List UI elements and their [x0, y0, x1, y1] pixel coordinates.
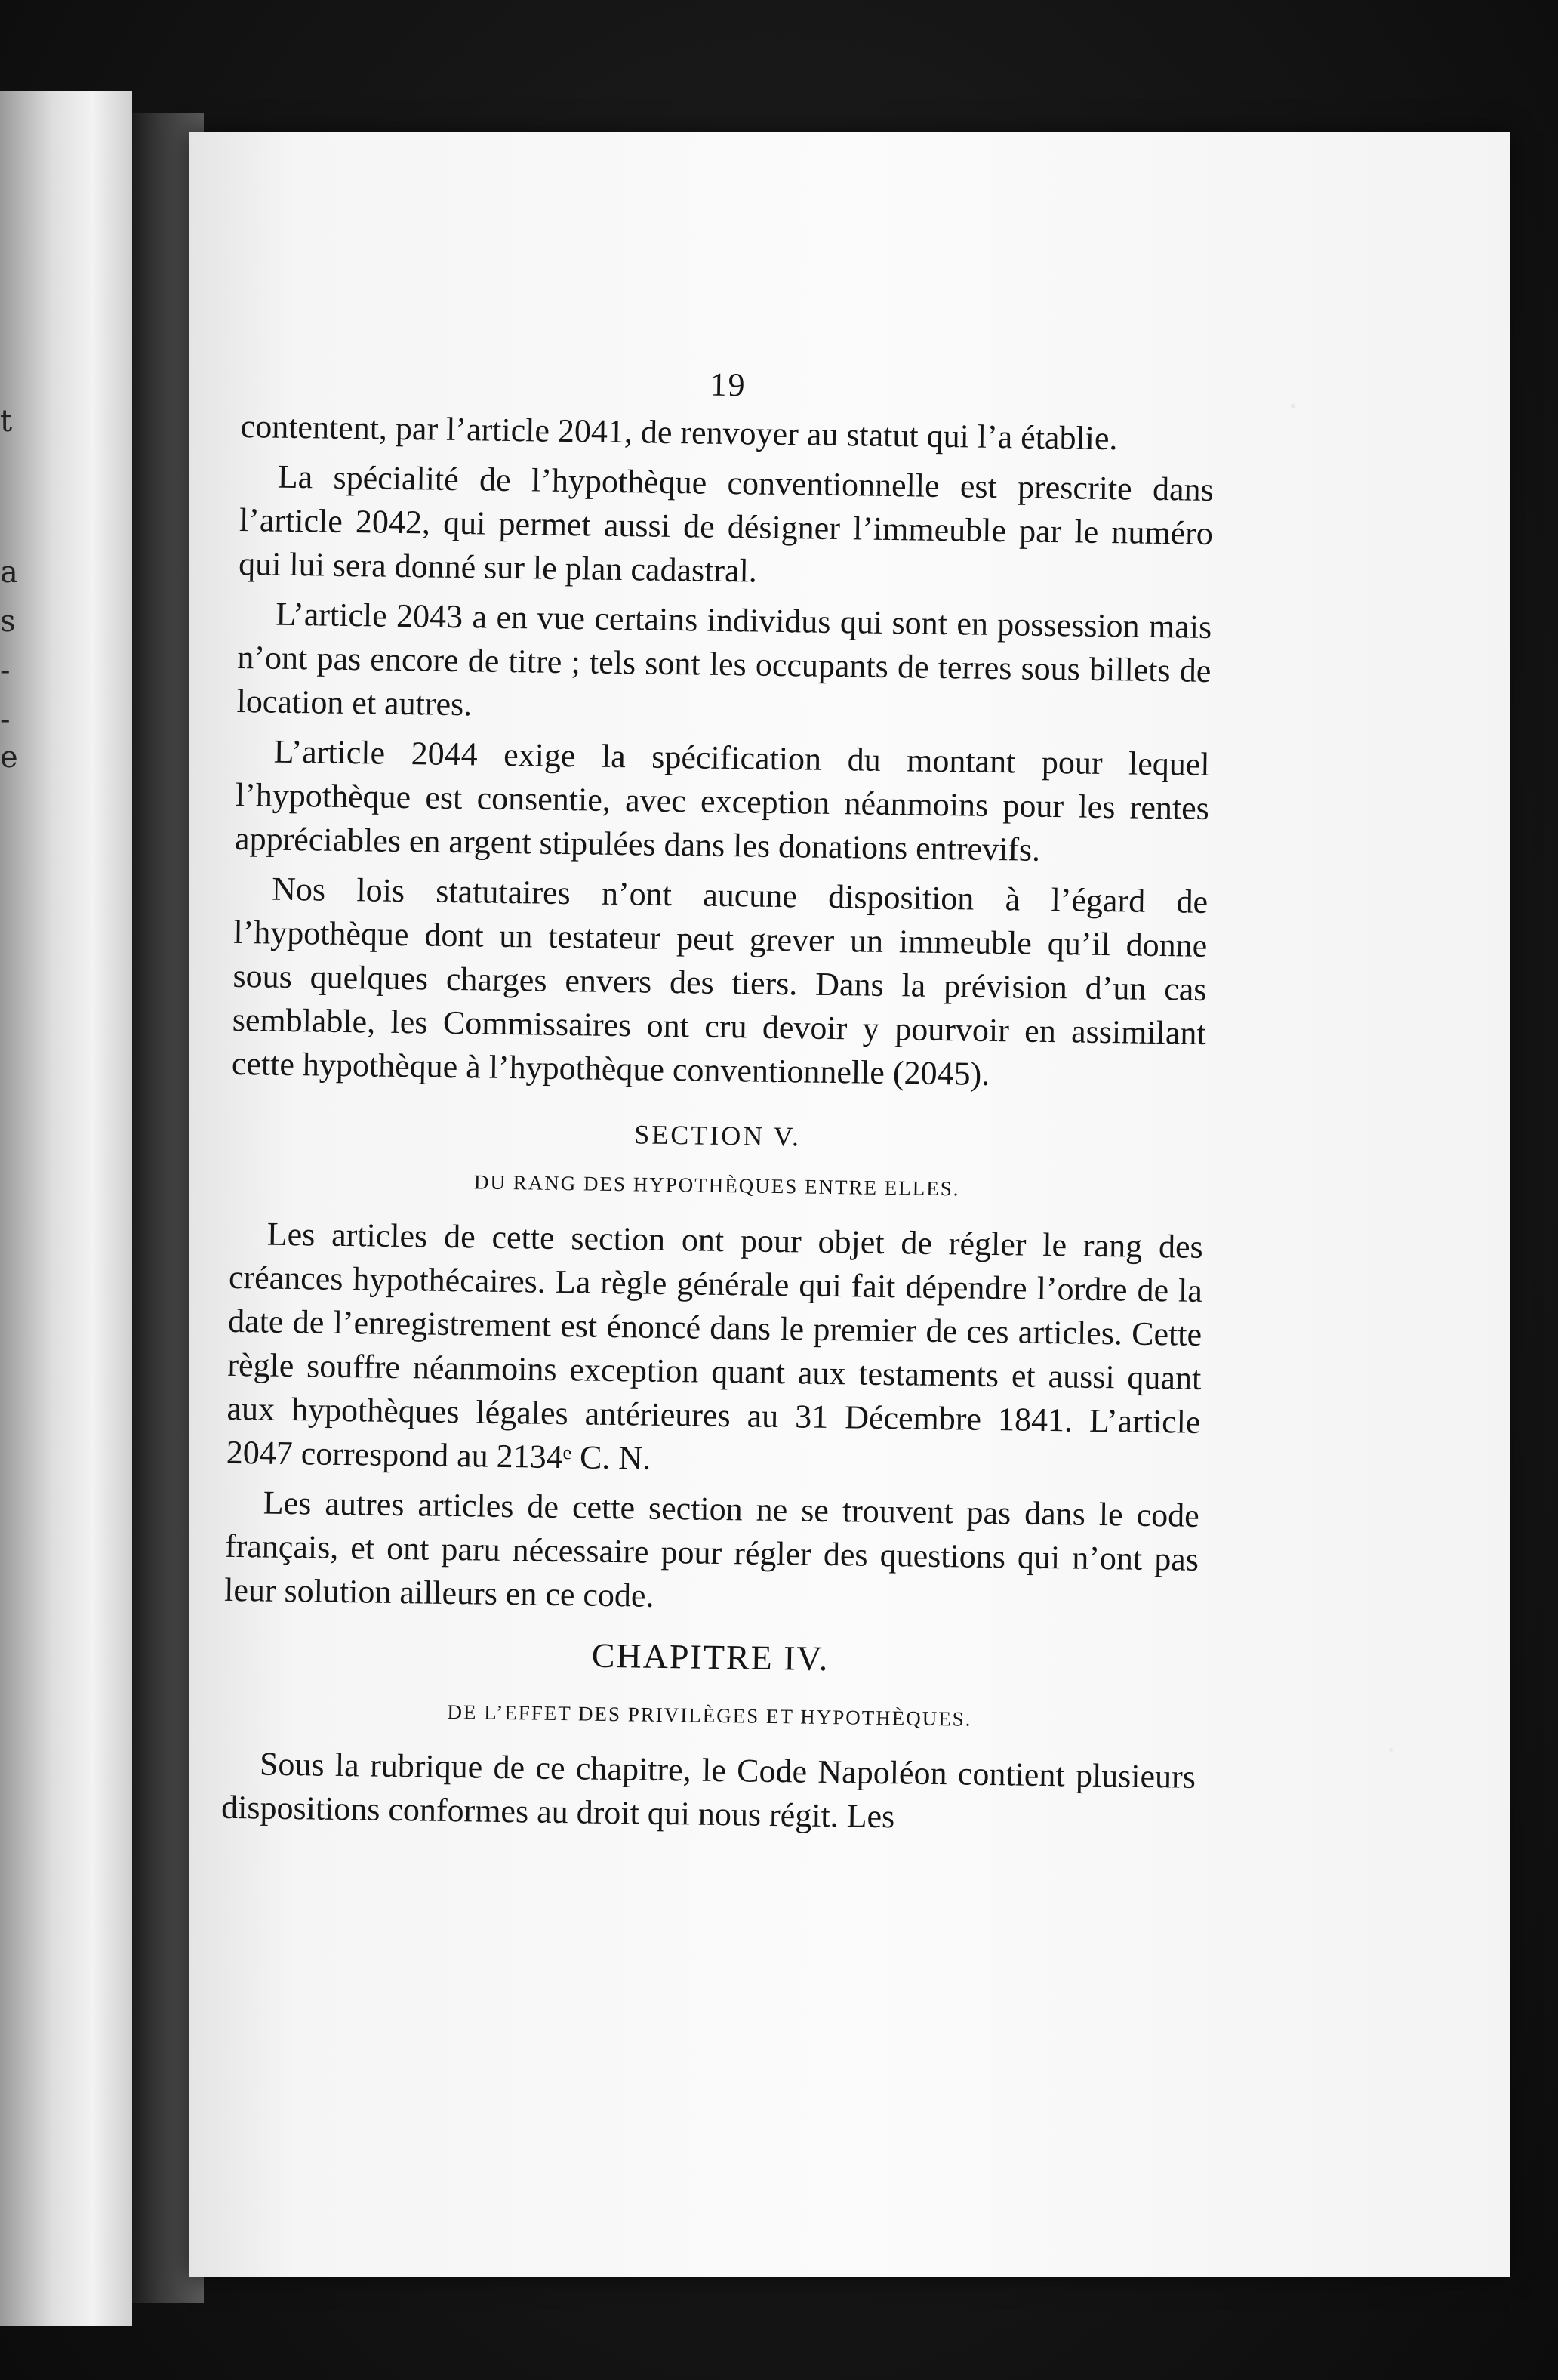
left-page-fragment: - [0, 702, 11, 737]
left-page-fragment: - [0, 653, 11, 688]
page-text-block [221, 359, 1215, 1849]
left-page-fragment: a [0, 555, 18, 590]
paragraph: L’article 2044 exige la spécification du montant pour lequel l’hypothèque est consentie, avec exception néanmoins pour les rentes appréciables en argent stipulées dans les donations entrevifs. [234, 732, 1210, 868]
paragraph: L’article 2043 a en vue certains individus qui sont en possession mais n’ont pas encore de titre ; tels sont les occupants de terres sous billets de location et autres. [236, 595, 1212, 723]
section-title: SECTION V. [634, 1119, 802, 1152]
paragraph: Nos lois statutaires n’ont aucune disposition à l’égard de l’hypothèque dont un testateur peut grever un immeuble qu’il donne sous quelques charges envers des tiers. Dans la prévision d’un cas semblable, les Commissaires ont cru devoir y pourvoir en assimilant cette hypothèque à l’hypothèque conventionnelle (2045). [231, 870, 1209, 1093]
left-page-fragment: e [0, 740, 18, 775]
paragraph: contentent, par l’article 2041, de renvoyer au statut qui l’a établie. [240, 407, 1118, 458]
page-number: 19 [710, 365, 747, 404]
left-page-fragment: s [0, 604, 16, 639]
chapter-subtitle: DE L’EFFET DES PRIVILÈGES ET HYPOTHÈQUES. [447, 1700, 972, 1731]
section-subtitle: DU RANG DES HYPOTHÈQUES ENTRE ELLES. [473, 1170, 960, 1201]
left-page-fragment: t [0, 404, 13, 439]
paragraph: La spécialité de l’hypothèque conventionnelle est prescrite dans l’article 2042, qui permet aussi de désigner l’immeuble par le numéro qui lui sera donné sur le plan cadastral. [238, 458, 1215, 590]
paragraph: Les articles de cette section ont pour objet de régler le rang des créances hypothécaires. La règle générale qui fait dépendre l’ordre de la date de l’enregistrement est énoncé dans le premier de ces articles. Cette règle souffre néanmoins exception quant aux testaments et aussi quant aux hypothèques légales antérieures au 31 Décembre 1841. L’article 2047 correspond au 2134ᵉ C. N. [226, 1215, 1204, 1477]
paragraph: Sous la rubrique de ce chapitre, le Code Napoléon contient plusieurs dispositions conformes au droit qui nous régit. Les [220, 1745, 1196, 1836]
left-page-edge [0, 91, 132, 2326]
right-page [189, 132, 1510, 2277]
chapter-title: CHAPITRE IV. [591, 1635, 830, 1679]
paragraph: Les autres articles de cette section ne se trouvent pas dans le code français, et ont paru nécessaire pour régler des questions qui n’ont pas leur solution ailleurs en ce code. [223, 1484, 1200, 1614]
